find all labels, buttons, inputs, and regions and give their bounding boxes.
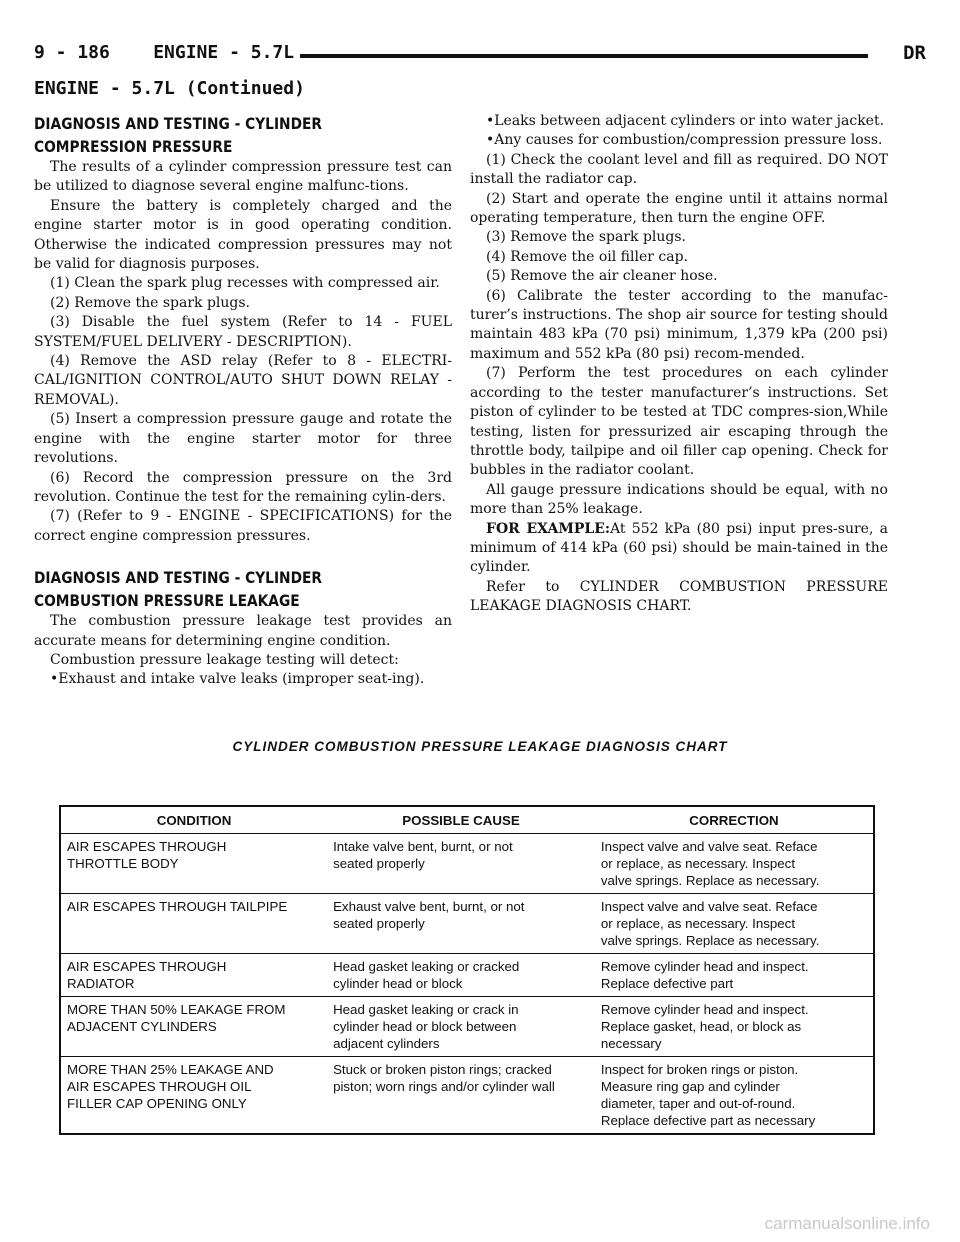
bullet-item: •Leaks between adjacent cylinders or into water jacket. (486, 113, 885, 129)
step: (1) Check the coolant level and fill as required. DO NOT install the radiator cap. (470, 151, 888, 188)
table-row (60, 1057, 874, 1135)
table-header-row (60, 806, 874, 834)
left-column (34, 112, 452, 690)
table-row (60, 997, 874, 1057)
paragraph: The combustion pressure leakage test provides an accurate means for determining engine condition. (34, 613, 452, 649)
diagnosis-table (59, 805, 875, 1135)
example-text: At 552 kPa (80 psi) input pres-sure, a minimum of 414 kPa (60 psi) should be main-tained in the cylinder. (470, 520, 888, 576)
step: (2) Remove the spark plugs. (50, 294, 251, 311)
header-condition: CONDITION (60, 806, 327, 834)
brand-code: DR (903, 42, 926, 64)
paragraph: Ensure the battery is completely charged and the engine starter motor is in good operating condition. Otherwise the indicated compression pressures may not be valid for diagnosis purposes. (34, 197, 452, 273)
page-header (34, 42, 926, 72)
step: (3) Disable the fuel system (Refer to 14 - FUEL SYSTEM/FUEL DELIVERY - DESCRIPTION). (34, 314, 452, 350)
step: (1) Clean the spark plug recesses with compressed air. (50, 275, 440, 292)
continued-title: ENGINE - 5.7L (Continued) (34, 78, 305, 99)
example-label: FOR EXAMPLE: (486, 520, 611, 537)
correction-cell: Inspect valve and valve seat. Reface or replace, as necessary. Inspect valve springs. Replace as necessary. (595, 894, 874, 954)
example-paragraph (470, 520, 888, 578)
condition-cell: MORE THAN 25% LEAKAGE AND AIR ESCAPES THROUGH OIL FILLER CAP OPENING ONLY (60, 1057, 327, 1135)
watermark: carmanualsonline.info (764, 1214, 930, 1233)
section-heading-leakage-1: DIAGNOSIS AND TESTING - CYLINDER (34, 568, 322, 588)
step: (2) Start and operate the engine until it attains normal operating temperature, then turn the engine OFF. (470, 190, 888, 227)
bullet-item: •Any causes for combustion/compression pressure loss. (486, 132, 883, 149)
section-heading-compression-1: DIAGNOSIS AND TESTING - CYLINDER (34, 114, 322, 133)
cause-cell: Exhaust valve bent, burnt, or not seated properly (327, 894, 595, 954)
step: (7) Perform the test procedures on each cylinder according to the tester manufacturer’s instructions. Set piston of cylinder to be tested at TDC compres-sion,While testing, listen for pressurized air escaping through the throttle body, tailpipe and oil filler cap opening. Check for bubbles in the radiator coolant. (470, 365, 888, 479)
table-row (60, 834, 874, 894)
paragraph: Combustion pressure leakage testing will detect: (50, 651, 399, 668)
paragraph: Refer to CYLINDER COMBUSTION PRESSURE LEAKAGE DIAGNOSIS CHART. (470, 578, 888, 615)
step: (6) Calibrate the tester according to the manufac-turer’s instructions. The shop air source for testing should maintain 483 kPa (70 psi) minimum, 1,379 kPa (200 psi) maximum and 552 kPa (80 psi) recom-mended. (470, 287, 888, 362)
step: (6) Record the compression pressure on the 3rd revolution. Continue the test for the remaining cylin-ders. (34, 469, 452, 505)
step: (4) Remove the oil filler cap. (486, 248, 688, 265)
header-rule (300, 54, 868, 58)
cause-cell: Intake valve bent, burnt, or not seated properly (327, 834, 595, 894)
cause-cell: Head gasket leaking or crack in cylinder head or block between adjacent cylinders (327, 997, 595, 1057)
correction-cell: Remove cylinder head and inspect. Replace gasket, head, or block as necessary (595, 997, 874, 1057)
chart-title: CYLINDER COMBUSTION PRESSURE LEAKAGE DIAGNOSIS CHART (232, 739, 728, 754)
step: (5) Remove the air cleaner hose. (486, 268, 718, 285)
table-body (60, 834, 874, 1135)
step: (4) Remove the ASD relay (Refer to 8 - ELECTRI-CAL/IGNITION CONTROL/AUTO SHUT DOWN RELAY - REMOVAL). (34, 353, 452, 408)
correction-cell: Inspect for broken rings or piston. Measure ring gap and cylinder diameter, taper and out-of-round. Replace defective part as necessary (595, 1057, 874, 1135)
cause-cell: Stuck or broken piston rings; cracked piston; worn rings and/or cylinder wall (327, 1057, 595, 1135)
condition-cell: AIR ESCAPES THROUGH TAILPIPE (60, 894, 327, 954)
paragraph: The results of a cylinder compression pressure test can be utilized to diagnose several engine malfunc-tions. (34, 159, 452, 195)
table-row (60, 894, 874, 954)
right-column (470, 112, 888, 617)
section-heading-leakage-2: COMBUSTION PRESSURE LEAKAGE (34, 591, 300, 611)
section-heading-compression-2: COMPRESSION PRESSURE (34, 137, 233, 156)
page-reference: 9 - 186 ENGINE - 5.7L (34, 42, 295, 63)
header-correction: CORRECTION (595, 806, 874, 834)
correction-cell: Inspect valve and valve seat. Reface or replace, as necessary. Inspect valve springs. Replace as necessary. (595, 834, 874, 894)
condition-cell: MORE THAN 50% LEAKAGE FROM ADJACENT CYLINDERS (60, 997, 327, 1057)
step: (7) (Refer to 9 - ENGINE - SPECIFICATIONS) for the correct engine compression pressures. (34, 508, 452, 544)
correction-cell: Remove cylinder head and inspect. Replace defective part (595, 954, 874, 997)
cause-cell: Head gasket leaking or cracked cylinder head or block (327, 954, 595, 997)
bullet-item: •Exhaust and intake valve leaks (improper seat-ing). (50, 671, 425, 688)
condition-cell: AIR ESCAPES THROUGH THROTTLE BODY (60, 834, 327, 894)
paragraph: All gauge pressure indications should be equal, with no more than 25% leakage. (470, 481, 888, 518)
step: (3) Remove the spark plugs. (486, 229, 687, 246)
step: (5) Insert a compression pressure gauge and rotate the engine with the engine starter motor for three revolutions. (34, 411, 452, 467)
condition-cell: AIR ESCAPES THROUGH RADIATOR (60, 954, 327, 997)
table-row (60, 954, 874, 997)
header-possible-cause: POSSIBLE CAUSE (327, 806, 595, 834)
